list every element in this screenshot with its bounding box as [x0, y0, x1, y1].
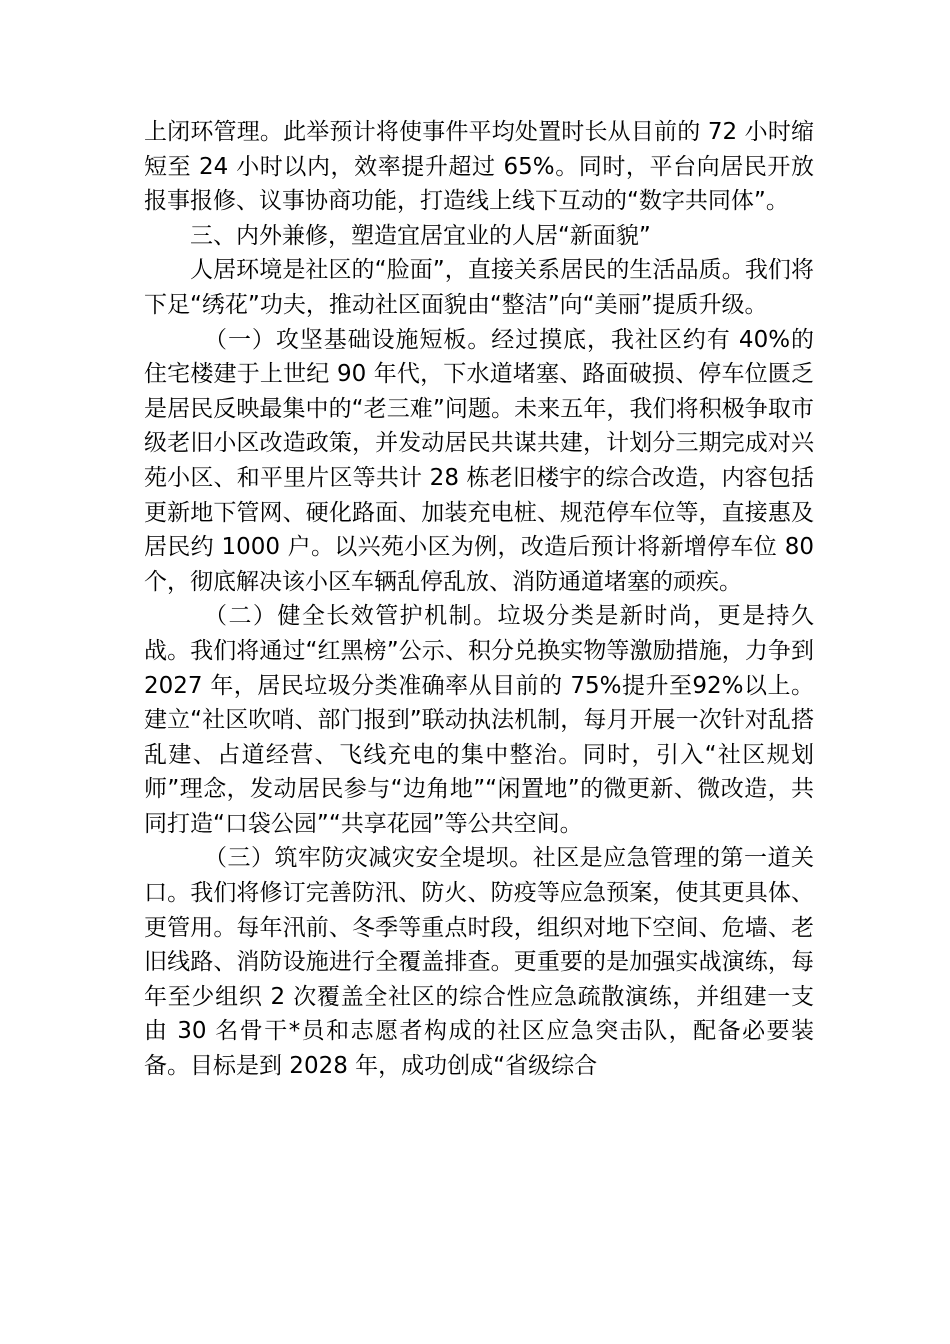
paragraph-maintenance-mechanism: （二）健全长效管护机制。垃圾分类是新时尚，更是持久战。我们将通过“红黑榜”公示、积分兑换实物等激励措施，力争到 2027 年，居民垃圾分类准确率从目前的 75%提升至92%以上。建立“社区吹哨、部门报到”联动执法机制，每月开展一次针对乱搭乱建、占道经营、飞线充电的集中整治。同时，引入“社区规划师”理念，发动居民参与“边角地”“闲置地”的微更新、微改造，共同打造“口袋公园”“共享花园”等公共空间。 — [144, 603, 814, 837]
paragraph-disaster-prevention: （三）筑牢防灾减灾安全堤坝。社区是应急管理的第一道关口。我们将修订完善防汛、防火、防疫等应急预案，使其更具体、更管用。每年汛前、冬季等重点时段，组织对地下空间、危墙、老旧线路、消防设施进行全覆盖排查。更重要的是加强实战演练，每年至少组织 2 次覆盖全社区的综合性应急疏散演练，并组建一支由 30 名骨干*员和志愿者构成的社区应急突击队，配备必要装备。目标是到 2028 年，成功创成“省级综合 — [144, 845, 814, 1080]
paragraph-infrastructure: （一）攻坚基础设施短板。经过摸底，我社区约有 40%的住宅楼建于上世纪 90 年代，下水道堵塞、路面破损、停车位匮乏是居民反映最集中的“老三难”问题。未来五年，我们将积极争取市级老旧小区改造政策，并发动居民共谋共建，计划分三期完成对兴苑小区、和平里片区等共计 28 栋老旧楼宇的综合改造，内容包括更新地下管网、硬化路面、加装充电桩、规范停车位等，直接惠及居民约 1000 户。以兴苑小区为例，改造后预计将新增停车位 80 个，彻底解决该小区车辆乱停乱放、消防通道堵塞的顽疾。 — [144, 326, 814, 595]
section-heading-3: 三、内外兼修，塑造宜居宜业的人居“新面貌” — [190, 222, 651, 249]
paragraph-living-environment: 人居环境是社区的“脸面”，直接关系居民的生活品质。我们将下足“绣花”功夫，推动社区面貌由“整洁”向“美丽”提质升级。 — [144, 257, 814, 318]
document-body — [144, 115, 814, 1084]
paragraph-digital-community: 上闭环管理。此举预计将使事件平均处置时长从目前的 72 小时缩短至 24 小时以内，效率提升超过 65%。同时，平台向居民开放报事报修、议事协商功能，打造线上线下互动的“数字共同体”。 — [144, 119, 814, 215]
